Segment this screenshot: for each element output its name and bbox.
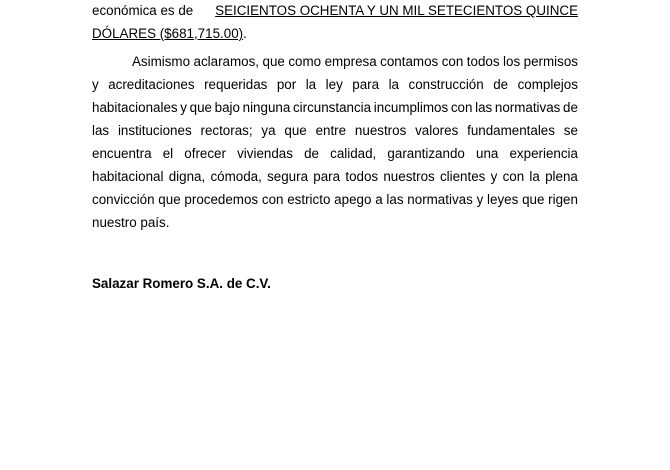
word: y — [92, 77, 99, 92]
word: fundamentales — [467, 123, 555, 138]
word: de — [563, 100, 578, 115]
word: que — [284, 123, 307, 138]
paragraph-clarification — [92, 50, 578, 234]
paragraph-line — [92, 188, 578, 211]
word: segura — [267, 169, 309, 184]
word: las — [475, 100, 493, 115]
paragraph-line — [92, 22, 578, 45]
word: normativas — [494, 100, 561, 115]
word: instituciones — [117, 123, 192, 138]
word: estricto — [287, 192, 331, 207]
word: ofrecer — [184, 146, 226, 161]
word: para — [313, 169, 341, 184]
paragraph-line: nuestro país. — [92, 215, 170, 230]
word: rigen — [548, 192, 578, 207]
word: digna, — [168, 169, 206, 184]
word: todos — [345, 169, 379, 184]
word: nuestros — [383, 169, 435, 184]
word: convicción — [92, 192, 155, 207]
word: calidad, — [330, 146, 377, 161]
word: como — [288, 54, 322, 69]
word: Asimismo — [132, 54, 191, 69]
word: de — [304, 146, 319, 161]
word: por — [276, 77, 297, 92]
word: las — [92, 123, 110, 138]
word: y — [180, 100, 187, 115]
word: con — [450, 100, 473, 115]
word: habitacional — [92, 169, 164, 184]
word: con — [441, 54, 464, 69]
paragraph-line — [92, 96, 578, 119]
word: apego — [334, 192, 372, 207]
word: entre — [315, 123, 347, 138]
word: contamos — [380, 54, 439, 69]
word: de — [493, 77, 509, 92]
word: incumplimos — [373, 100, 449, 115]
word: los — [503, 54, 521, 69]
word: que — [158, 192, 181, 207]
word: rectoras; — [200, 123, 253, 138]
paragraph-line — [92, 73, 578, 96]
word: acreditaciones — [108, 77, 195, 92]
amount-in-words-part1: SEICIENTOS OCHENTA Y UN MIL SETECIENTOS QUINCE — [215, 3, 578, 18]
word: construcción — [408, 77, 484, 92]
paragraph-amount — [92, 0, 578, 45]
company-signature: Salazar Romero S.A. de C.V. — [92, 276, 271, 291]
word: clientes — [439, 169, 486, 184]
word: bajo — [214, 100, 240, 115]
word: leyes — [487, 192, 519, 207]
word: experiencia — [509, 146, 578, 161]
word: una — [476, 146, 499, 161]
word: habitacionales — [92, 100, 178, 115]
word: que — [522, 192, 545, 207]
word: y — [476, 192, 484, 207]
word: para — [352, 77, 380, 92]
word: garantizando — [387, 146, 465, 161]
word: que — [189, 100, 212, 115]
word: con — [502, 169, 525, 184]
word: encuentra — [92, 146, 152, 161]
word: valores — [415, 123, 459, 138]
amount-period: . — [243, 26, 247, 41]
word: normativas — [407, 192, 473, 207]
word: y — [490, 169, 498, 184]
word: nuestros — [354, 123, 407, 138]
word: con — [261, 192, 284, 207]
paragraph-line — [92, 50, 578, 73]
word: viviendas — [237, 146, 293, 161]
word: complejos — [517, 77, 578, 92]
word: el — [162, 146, 174, 161]
word: que — [262, 54, 285, 69]
paragraph-line — [92, 119, 578, 142]
word: se — [563, 123, 578, 138]
amount-in-words-part2: DÓLARES ($681,715.00) — [92, 26, 244, 41]
word: ninguna — [242, 100, 291, 115]
word: todos — [466, 54, 500, 69]
word: plena — [545, 169, 578, 184]
word: la — [388, 77, 400, 92]
word: requeridas — [204, 77, 268, 92]
word: la — [529, 169, 540, 184]
word: aclaramos, — [193, 54, 260, 69]
paragraph-line — [92, 142, 578, 165]
word: cómoda, — [210, 169, 262, 184]
word: circunstancia — [292, 100, 372, 115]
word: la — [305, 77, 317, 92]
word: ley — [325, 77, 343, 92]
word: procedemos — [184, 192, 259, 207]
word: permisos — [523, 54, 578, 69]
text-prefix: económica es de — [92, 3, 197, 18]
paragraph-line — [92, 165, 578, 188]
paragraph-line — [92, 0, 578, 22]
word: ya — [261, 123, 276, 138]
word: las — [386, 192, 404, 207]
word: empresa — [324, 54, 377, 69]
word: a — [375, 192, 383, 207]
